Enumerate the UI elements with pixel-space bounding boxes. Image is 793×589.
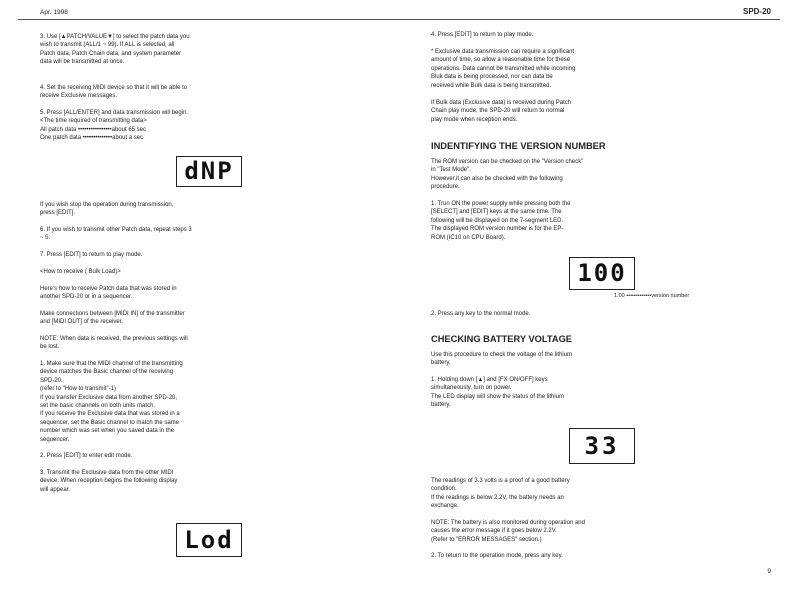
right-battery-readings: The readings of 3.3 volts is a proof of a good battery condition. If the readings is below 2.2V, the battery needs an exchange.	[431, 478, 570, 510]
left-step-3: 3. Use [▲PATCH/VALUE▼] to select the patch data you wish to transmit (ALL/1 ~ 99). If ALL is selected, all Patch data, Patch Chain data, and system parameter data will be transmitted at once.	[40, 34, 190, 66]
battery-heading: CHECKING BATTERY VOLTAGE	[431, 334, 573, 344]
lcd-display-dnp	[176, 156, 242, 187]
right-battery-intro: Use this procedure to check the voltage of the lithium battery.	[431, 352, 573, 367]
left-column	[40, 33, 208, 67]
left-recv-step-2: 2. Press [EDIT] to enter edit mode.	[40, 453, 133, 459]
version-heading: INDENTIFYING THE VERSION NUMBER	[431, 141, 606, 151]
right-battery-note: NOTE: The battery is also monitored during operation and causes the error message if it goes below 2.2V. (Refer to "ERROR MESSAGES" section.)	[431, 520, 585, 543]
right-exclusive-note: * Exclusive data transmission can require a significant amount of time, so allow a reasonable time for these operations. Data cannot be transmitted while incoming Bluk data is being processed, nor can data be received while Bulk data is being transmitted.	[431, 49, 576, 89]
right-rom-intro: The ROM version can be checked on the "Version check" in "Test Mode". However,it can also be checked with the following procedure.	[431, 159, 584, 191]
right-battery-step-2: 2. To return to the operation mode, press any key.	[431, 553, 563, 559]
right-step-4: 4. Press [EDIT] to return to play mode.	[431, 32, 534, 38]
left-receive-heading: <How to receive ( Bulk Load)>	[40, 269, 121, 275]
lcd-text-battery: 33	[584, 431, 620, 460]
version-label: 1.00 •••••••••••••version number	[614, 293, 690, 299]
lcd-text-version: 100	[577, 259, 627, 288]
page-number: 9	[767, 567, 771, 575]
left-step-4: 4. Set the receiving MIDI device so that it will be able to receive Exclusive messages.	[40, 85, 188, 100]
left-step-5: 5. Press [ALL/ENTER] and data transmission will begin. <The time required of transmitting data> All patch data ••••••••••••••••about 65 sec One patch data ••••••••••••••about a sec	[40, 110, 189, 142]
lcd-text-dnp: dNP	[184, 157, 234, 186]
left-note: NOTE: When data is received, the previous settings will be lost.	[40, 336, 188, 351]
header-model: SPD-20	[742, 7, 771, 16]
lcd-display-version	[569, 257, 635, 290]
header-rule	[18, 19, 780, 20]
left-step-6: 6. If you wish to transmit other Patch data, repeat steps 3 ~ 5.	[40, 227, 192, 242]
left-connections: Make connections between [MIDI IN] of the transmitter and [MIDI OUT] of the receiver.	[40, 311, 185, 326]
right-battery-step-1: 1. Holding down [▲] and [FX ON/OFF] keys simultaneously, turn on power. The LED display will show the status of the lithium battery.	[431, 377, 565, 409]
lcd-display-battery	[569, 428, 635, 464]
lcd-text-lod: Lod	[184, 525, 234, 554]
right-version-step-1: 1. Trun ON the power supply while pressing both the [SELECT] and [EDIT] keys at the same time. The following will be displayed on the 7-segment LED. The displayed ROM version number is for the EP- ROM (IC10 on CPU Board).	[431, 201, 571, 241]
lcd-display-lod	[176, 523, 242, 557]
right-version-step-2: 2. Press any key to the normal mode.	[431, 311, 531, 317]
left-receive-intro: Here's how to receive Patch data that was stored in another SPD-20 or in a sequencer.	[40, 286, 177, 301]
left-stop-note: If you wish stop the operation during transmission, press [EDIT].	[40, 202, 174, 217]
left-recv-step-1: 1. Make sure that the MIDI channel of the transmitting device matches the Basic channel of the receiving SPD-20. (refer to "How to transmit"-1) If you transfer Exclusive data from another SPD-20, set the basic channels on both units match. If you receive the Exclusive data that was stored in a sequencer, set the Basic channel to match the same number which was set when you saved data in the sequencer.	[40, 361, 183, 443]
left-recv-step-3: 3. Transmit the Exclusive data from the other MIDI device. When reception begins the following display will appear.	[40, 470, 178, 493]
left-step-7: 7. Press [EDIT] to return to play mode.	[40, 252, 143, 258]
right-bulk-note: If Bulk data (Exclusive data) is received during Patch Chain play mode, the SPD-20 will return to normal play mode when reception ends.	[431, 100, 572, 123]
header-date: Apr. 1998	[40, 9, 68, 16]
